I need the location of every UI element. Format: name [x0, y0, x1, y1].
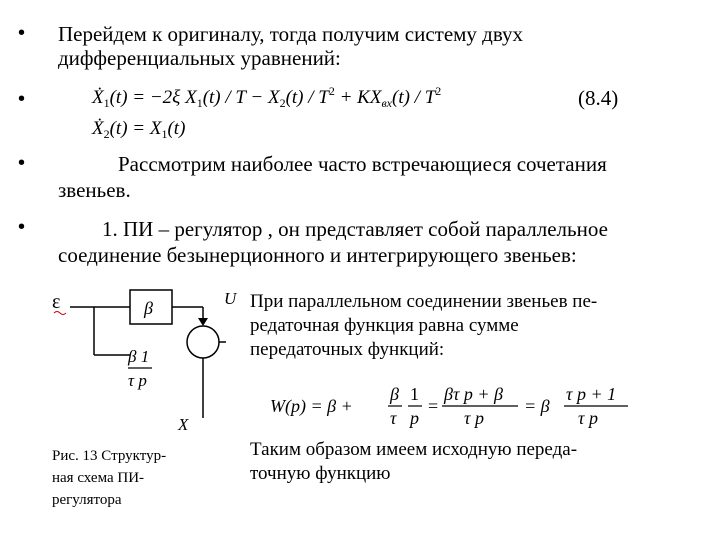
x-label: X — [178, 415, 189, 434]
paragraph-2-line-2: звеньев. — [58, 178, 131, 202]
equation-number: (8.4) — [578, 86, 619, 110]
input-label: ε — [52, 291, 61, 313]
formula-f3-den: τ p — [464, 408, 484, 428]
figure-caption-line-3: регулятора — [52, 492, 122, 508]
figure-caption-line-1: Рис. 13 Структур- — [52, 448, 167, 464]
pi-controller-diagram — [40, 280, 250, 440]
formula-f1-den: τ — [390, 408, 397, 428]
formula-f2-num: 1 — [410, 384, 419, 404]
formula-equals-1: = — [428, 396, 439, 416]
paragraph-2-line-1: Рассмотрим наиболее часто встречающиеся сочетания — [118, 152, 607, 176]
gain-block-label: β — [144, 298, 153, 318]
right-text-1-line-2: редаточная функция равна сумме — [250, 315, 519, 336]
bullet-2: • — [18, 88, 26, 110]
right-text-2-line-2: точную функцию — [250, 463, 391, 484]
formula-equals-2: = β — [524, 396, 550, 416]
integrator-numerator: β 1 — [128, 347, 150, 366]
formula-f1-num: β — [390, 384, 399, 404]
equation-2: Ẋ$_2$(t) = $X_1(t)$ — [92, 118, 186, 141]
right-text-1-line-3: передаточных функций: — [250, 339, 445, 360]
right-text-1-line-1: При параллельном соединении звеньев пе- — [250, 291, 598, 312]
bullet-3: • — [18, 152, 26, 174]
output-label: U — [224, 289, 237, 308]
formula-f4-den: τ p — [578, 408, 598, 428]
equation-1: Ẋ$_1$(t) = −2ξ $X_1(t) / T - X_2(t) / T^2 + KX_{вх}(t) / T^2$ — [92, 84, 442, 110]
paragraph-1-line-1: Перейдем к оригиналу, тогда получим систему двух — [58, 22, 524, 46]
bullet-1: • — [18, 22, 26, 44]
integrator-denominator: τ p — [128, 371, 147, 390]
formula-f4-num: τ p + 1 — [566, 384, 617, 404]
formula-f2-den: p — [410, 408, 419, 428]
paragraph-1-line-2: дифференциальных уравнений: — [58, 46, 341, 70]
figure-caption-line-2: ная схема ПИ- — [52, 470, 145, 486]
paragraph-3-line-1: 1. ПИ – регулятор , он представляет собой параллельное — [102, 217, 608, 241]
formula-f3-num: βτ p + β — [444, 384, 504, 404]
transfer-function-formula — [268, 382, 648, 432]
right-text-2-line-1: Таким образом имеем исходную переда- — [250, 439, 578, 460]
summing-junction — [187, 326, 219, 358]
arrow-down — [198, 318, 208, 326]
formula-lhs: W(p) = β + — [270, 396, 353, 416]
paragraph-3-line-2: соединение безынерционного и интегрирующего звеньев: — [58, 243, 577, 267]
bullet-4: • — [18, 216, 26, 238]
